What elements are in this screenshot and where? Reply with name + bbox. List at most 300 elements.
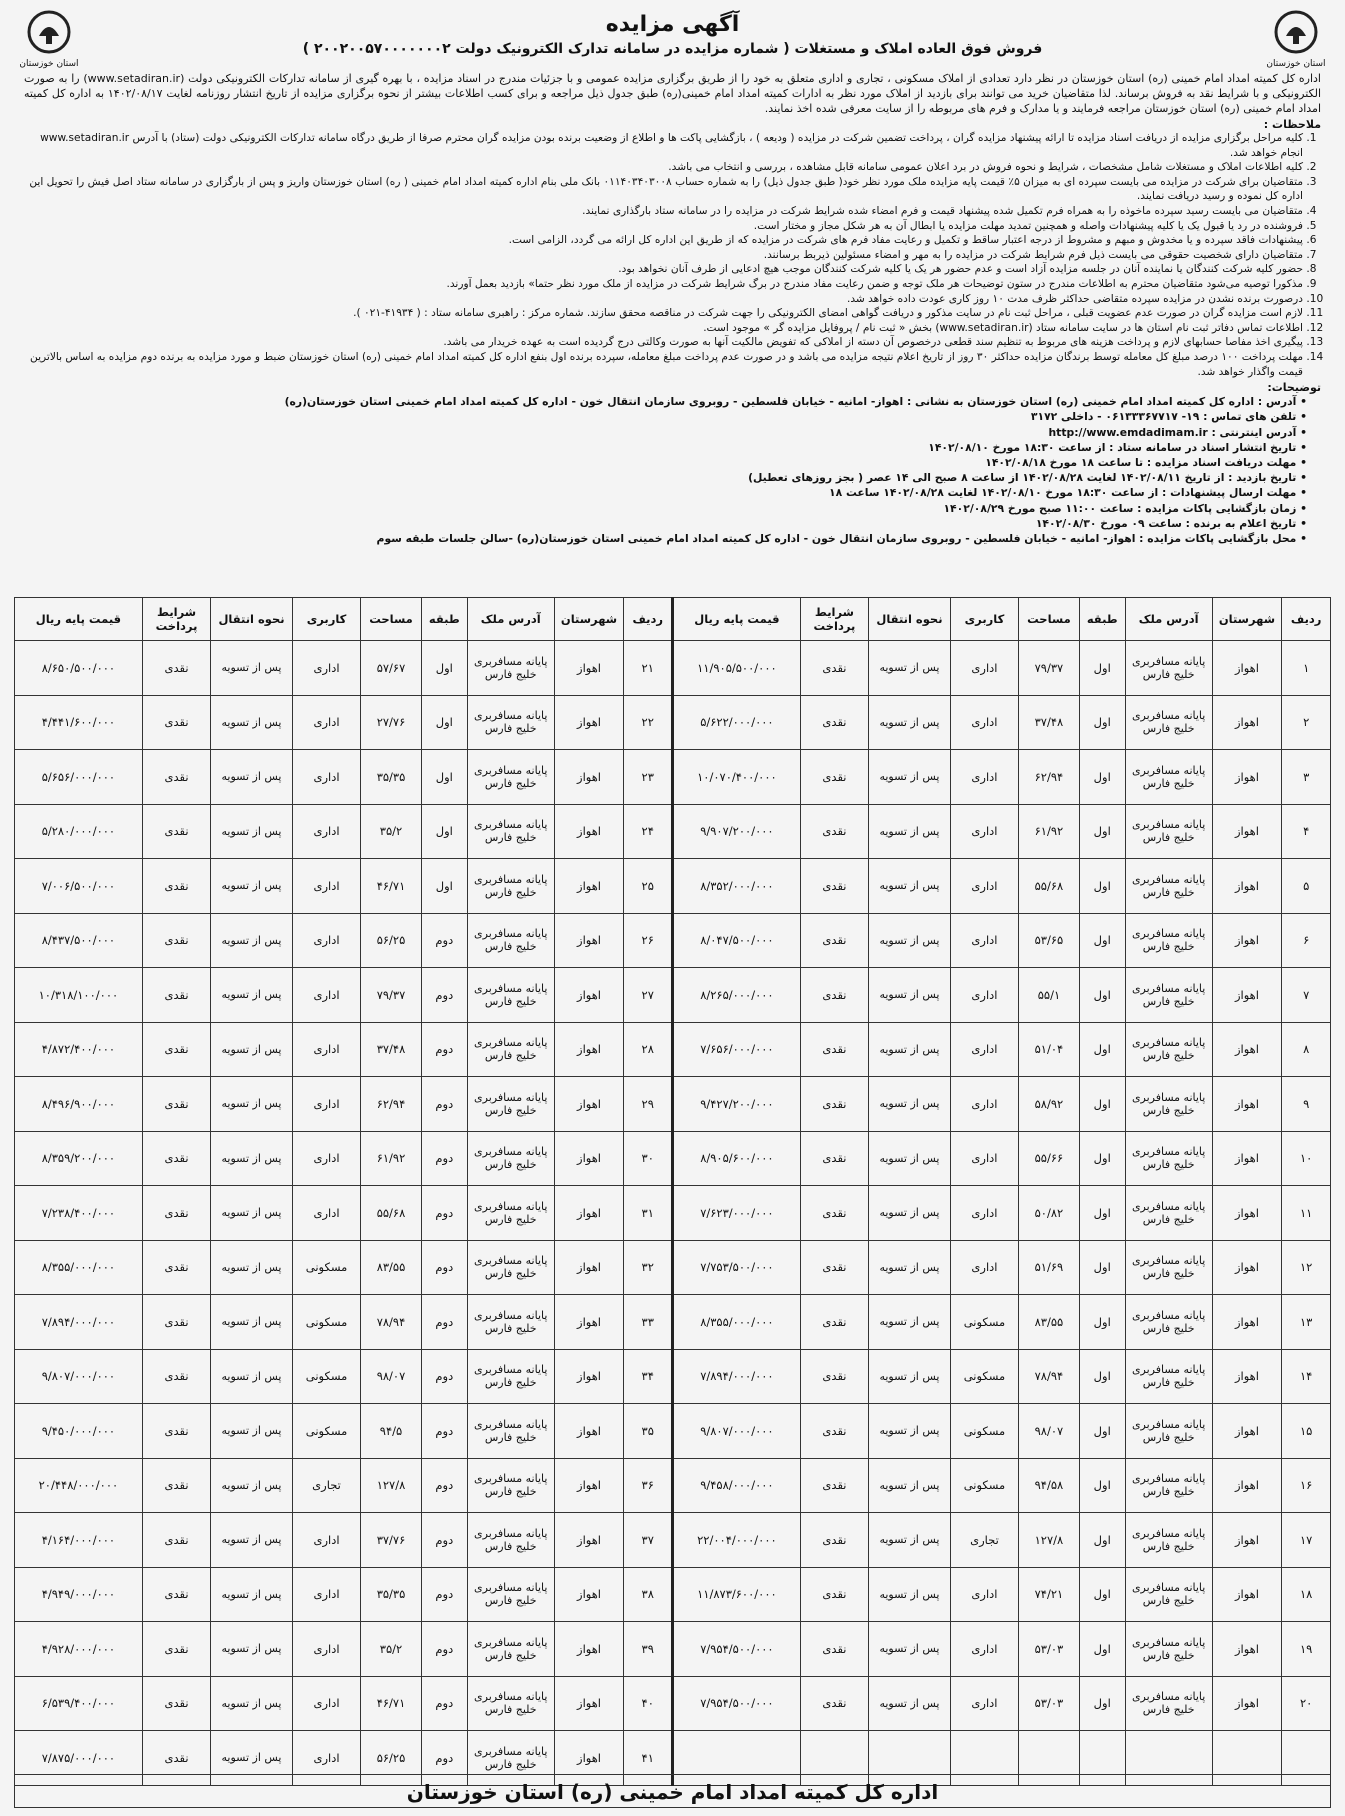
notes-list — [24, 131, 1321, 379]
table-cell: ۱۱ — [1282, 1186, 1331, 1241]
table-cell: ۳۲ — [624, 1240, 673, 1295]
table-cell: ۷/۷۵۳/۵۰۰/۰۰۰ — [673, 1240, 801, 1295]
table-cell: ۳۵/۲ — [361, 1622, 422, 1677]
table-cell: اداری — [950, 1240, 1018, 1295]
table-cell: اهواز — [1212, 641, 1282, 696]
table-row — [15, 1676, 1331, 1731]
column-header: ردیف — [1282, 598, 1331, 641]
table-cell: ۸/۳۵۲/۰۰۰/۰۰۰ — [673, 859, 801, 914]
table-cell: ۲۸ — [624, 1022, 673, 1077]
table-cell: نقدی — [800, 1240, 868, 1295]
table-cell: ۷/۶۲۳/۰۰۰/۰۰۰ — [673, 1186, 801, 1241]
table-cell: اداری — [292, 968, 360, 1023]
table-cell: ۱ — [1282, 641, 1331, 696]
table-cell: پایانه مسافربری خلیج فارس — [467, 1567, 554, 1622]
table-cell: ۷/۹۵۴/۵۰۰/۰۰۰ — [673, 1676, 801, 1731]
table-cell: دوم — [421, 1567, 467, 1622]
table-cell: ۷/۸۹۴/۰۰۰/۰۰۰ — [673, 1349, 801, 1404]
table-cell: ۳۷ — [624, 1513, 673, 1568]
column-header: شرایط پرداخت — [142, 598, 210, 641]
table-cell: نقدی — [800, 1349, 868, 1404]
table-cell: ۴ — [1282, 804, 1331, 859]
table-cell: اداری — [292, 1186, 360, 1241]
table-cell: اداری — [950, 1186, 1018, 1241]
table-cell: اول — [1079, 1240, 1125, 1295]
table-cell: اهواز — [1212, 1295, 1282, 1350]
table-cell: پس از تسویه — [211, 1295, 293, 1350]
table-cell: ۴/۹۴۹/۰۰۰/۰۰۰ — [15, 1567, 143, 1622]
table-cell: ۳۵ — [624, 1404, 673, 1459]
info-item: • محل بازگشایی پاکات مزایده : اهواز- امانیه - خیابان فلسطین - روبروی سازمان انتقال خون - اداره کل کمیته امداد امام خمینی استان خوزستان(ره) -سالن جلسات طبقه سوم — [24, 531, 1307, 546]
table-cell: اول — [1079, 641, 1125, 696]
table-cell: اداری — [292, 1077, 360, 1132]
table-cell: ۱۹ — [1282, 1622, 1331, 1677]
table-cell: ۹/۸۰۷/۰۰۰/۰۰۰ — [15, 1349, 143, 1404]
table-cell: ۳۵/۳۵ — [361, 750, 422, 805]
table-row — [15, 1131, 1331, 1186]
note-item: 6. پیشنهادات فاقد سپرده و یا مخدوش و مبهم و مشروط از درجه اعتبار ساقط و تکمیل و رعایت مفاد فرم های شرکت در مزایده که از طریق این اداره کل ارائه می گردد، الزامی است. — [24, 233, 1303, 248]
table-row — [15, 859, 1331, 914]
table-cell: اداری — [950, 641, 1018, 696]
table-row — [15, 1404, 1331, 1459]
table-cell: نقدی — [800, 1458, 868, 1513]
table-cell: اهواز — [1212, 1567, 1282, 1622]
table-cell: پایانه مسافربری خلیج فارس — [1125, 1295, 1212, 1350]
table-cell: پس از تسویه — [211, 1186, 293, 1241]
table-cell: پایانه مسافربری خلیج فارس — [467, 1077, 554, 1132]
table-cell: پایانه مسافربری خلیج فارس — [1125, 1458, 1212, 1513]
table-cell: اهواز — [554, 1131, 624, 1186]
column-header: کاربری — [292, 598, 360, 641]
table-cell: نقدی — [800, 1295, 868, 1350]
table-cell: پس از تسویه — [869, 1458, 951, 1513]
table-cell: اهواز — [1212, 1513, 1282, 1568]
table-cell: ۵۱/۶۹ — [1019, 1240, 1080, 1295]
table-row — [15, 968, 1331, 1023]
info-item: • تاریخ بازدید : از تاریخ ۱۴۰۲/۰۸/۱۱ لغایت ۱۴۰۲/۰۸/۲۸ از ساعت ۸ صبح الی ۱۴ عصر ( بجز روزهای تعطیل) — [24, 470, 1307, 485]
table-cell: ۵/۶۲۲/۰۰۰/۰۰۰ — [673, 695, 801, 750]
table-cell: اداری — [950, 750, 1018, 805]
table-cell: اهواز — [554, 968, 624, 1023]
table-cell: دوم — [421, 1731, 467, 1786]
table-cell: ۸/۹۰۵/۶۰۰/۰۰۰ — [673, 1131, 801, 1186]
table-row — [15, 1513, 1331, 1568]
table-cell: ۱۸ — [1282, 1567, 1331, 1622]
table-cell: ۱۱/۸۷۳/۶۰۰/۰۰۰ — [673, 1567, 801, 1622]
table-header-row — [15, 598, 1331, 641]
table-cell: اهواز — [554, 1022, 624, 1077]
table-cell: پس از تسویه — [211, 1458, 293, 1513]
table-cell: ۴۰ — [624, 1676, 673, 1731]
note-item: 9. مذکورا توصیه می‌شود متقاضیان محترم به اطلاعات مندرج در ستون توضیحات هر ملک توجه و ضمن رعایت مفاد مندرج در برگ شرایط شرکت در مزایده از ملک مورد نظر حتما» بازدید بعمل آورند. — [24, 277, 1303, 292]
table-cell: پایانه مسافربری خلیج فارس — [467, 1295, 554, 1350]
table-cell: پایانه مسافربری خلیج فارس — [1125, 695, 1212, 750]
note-item: 1. کلیه مراحل برگزاری مزایده از دریافت اسناد مزایده تا ارائه پیشنهاد مزایده گران ، پرداخت تضمین شرکت در مزایده ( ودیعه ) ، بازگشایی پاکت ها و اطلاع از وضعیت برنده بودن مزایده گران محترم صرفا از طریق درگاه سامانه تدارکات الکترونیکی دولت (ستاد) با آدرس www.setadiran.ir انجام خواهد شد. — [24, 131, 1303, 160]
table-cell: ۹/۴۲۷/۲۰۰/۰۰۰ — [673, 1077, 801, 1132]
table-row — [15, 1349, 1331, 1404]
table-cell: پس از تسویه — [869, 641, 951, 696]
table-cell: ۸/۰۴۷/۵۰۰/۰۰۰ — [673, 913, 801, 968]
note-item: 8. حضور کلیه شرکت کنندگان یا نماینده آنان در جلسه مزایده آزاد است و عدم حضور هر یک یا کلیه شرکت کنندگان موجب هیچ ادعایی از طرف آنان نخواهد بود. — [24, 262, 1303, 277]
table-cell: نقدی — [800, 859, 868, 914]
table-cell: پس از تسویه — [211, 968, 293, 1023]
table-row — [15, 1240, 1331, 1295]
table-cell: پس از تسویه — [869, 913, 951, 968]
table-cell: ۴۶/۷۱ — [361, 859, 422, 914]
table-cell: پس از تسویه — [211, 750, 293, 805]
table-cell: اداری — [950, 1567, 1018, 1622]
table-cell: ۹۸/۰۷ — [1019, 1404, 1080, 1459]
table-cell: ۷/۸۹۴/۰۰۰/۰۰۰ — [15, 1295, 143, 1350]
table-cell: نقدی — [142, 1731, 210, 1786]
table-cell: پایانه مسافربری خلیج فارس — [1125, 1349, 1212, 1404]
table-cell: دوم — [421, 1077, 467, 1132]
info-heading: توضیحات: — [1267, 381, 1321, 395]
column-header: شهرستان — [1212, 598, 1282, 641]
table-cell: ۱۲۷/۸ — [1019, 1513, 1080, 1568]
table-cell: پس از تسویه — [869, 968, 951, 1023]
table-row — [15, 1622, 1331, 1677]
table-cell: پس از تسویه — [869, 1622, 951, 1677]
table-cell: نقدی — [800, 804, 868, 859]
table-cell: اداری — [292, 641, 360, 696]
table-cell: پس از تسویه — [869, 750, 951, 805]
table-cell: پس از تسویه — [211, 641, 293, 696]
table-cell: اول — [1079, 750, 1125, 805]
table-cell: پایانه مسافربری خلیج فارس — [1125, 641, 1212, 696]
info-item: • تلفن های تماس : ۱۹- ۰۶۱۳۳۳۶۷۷۱۷ - داخلی ۳۱۷۲ — [24, 409, 1307, 424]
table-cell: اول — [1079, 1131, 1125, 1186]
table-cell: پس از تسویه — [869, 695, 951, 750]
table-cell: ۹/۹۰۷/۲۰۰/۰۰۰ — [673, 804, 801, 859]
column-header: مساحت — [1019, 598, 1080, 641]
table-cell: اهواز — [1212, 968, 1282, 1023]
column-header: مساحت — [361, 598, 422, 641]
table-cell: پایانه مسافربری خلیج فارس — [1125, 968, 1212, 1023]
table-cell: دوم — [421, 968, 467, 1023]
table-cell: ۵۳/۶۵ — [1019, 913, 1080, 968]
table-cell: ۷۴/۲۱ — [1019, 1567, 1080, 1622]
table-cell: ۲۲ — [624, 695, 673, 750]
table-cell: ۱۳ — [1282, 1295, 1331, 1350]
table-cell: نقدی — [142, 1513, 210, 1568]
table-cell: اهواز — [554, 750, 624, 805]
table-cell: اهواز — [554, 1567, 624, 1622]
table-cell: ۷ — [1282, 968, 1331, 1023]
table-cell: پس از تسویه — [211, 1622, 293, 1677]
table-cell: دوم — [421, 1240, 467, 1295]
table-cell: ۳۹ — [624, 1622, 673, 1677]
logo-caption: استان خوزستان — [19, 59, 79, 69]
table-cell: اداری — [950, 1622, 1018, 1677]
table-row — [15, 1458, 1331, 1513]
table-row — [15, 1077, 1331, 1132]
note-item: 11. لازم است مزایده گران در صورت عدم عضویت قبلی ، مراحل ثبت نام در سایت مذکور و دریافت گواهی امضای الکترونیکی را جهت شرکت در مناقصه محقق سازند. شماره مرکز : راهبری سامانه ستاد : ( ۴۱۹۳۴-۰۲۱ ). — [24, 306, 1303, 321]
table-cell: ۹۸/۰۷ — [361, 1349, 422, 1404]
table-cell: ۱۲۷/۸ — [361, 1458, 422, 1513]
info-item: • مهلت دریافت اسناد مزایده : تا ساعت ۱۸ مورخ ۱۴۰۲/۰۸/۱۸ — [24, 455, 1307, 470]
table-cell: اداری — [950, 1077, 1018, 1132]
table-cell: اهواز — [1212, 1131, 1282, 1186]
table-cell: پس از تسویه — [211, 1513, 293, 1568]
table-cell: پایانه مسافربری خلیج فارس — [467, 1131, 554, 1186]
table-cell: ۲۵ — [624, 859, 673, 914]
table-cell: ۷/۶۵۶/۰۰۰/۰۰۰ — [673, 1022, 801, 1077]
table-cell: نقدی — [800, 1186, 868, 1241]
table-cell: نقدی — [142, 1567, 210, 1622]
column-header: آدرس ملک — [1125, 598, 1212, 641]
table-cell: ۵ — [1282, 859, 1331, 914]
table-cell: اهواز — [1212, 1404, 1282, 1459]
table-cell: اداری — [950, 1676, 1018, 1731]
table-cell: ۴۶/۷۱ — [361, 1676, 422, 1731]
table-cell: ۴/۴۴۱/۶۰۰/۰۰۰ — [15, 695, 143, 750]
table-cell: اهواز — [554, 1077, 624, 1132]
table-cell: ۳۷/۷۶ — [361, 1513, 422, 1568]
table-cell: پس از تسویه — [211, 1131, 293, 1186]
table-cell: پایانه مسافربری خلیج فارس — [1125, 1022, 1212, 1077]
table-cell: نقدی — [800, 968, 868, 1023]
table-cell: اداری — [950, 913, 1018, 968]
table-cell: پس از تسویه — [869, 1077, 951, 1132]
table-cell: اول — [1079, 1567, 1125, 1622]
table-cell: ۷/۲۳۸/۴۰۰/۰۰۰ — [15, 1186, 143, 1241]
table-cell: پس از تسویه — [211, 1404, 293, 1459]
column-header: قیمت پایه ریال — [673, 598, 801, 641]
table-cell: ۶۱/۹۲ — [361, 1131, 422, 1186]
table-cell: ۲۰ — [1282, 1676, 1331, 1731]
table-cell: پایانه مسافربری خلیج فارس — [467, 859, 554, 914]
table-cell: اهواز — [1212, 1458, 1282, 1513]
table-cell: اول — [421, 859, 467, 914]
table-row — [15, 1186, 1331, 1241]
table-cell: ۵۵/۶۸ — [361, 1186, 422, 1241]
table-row — [15, 695, 1331, 750]
column-header: آدرس ملک — [467, 598, 554, 641]
table-cell: پایانه مسافربری خلیج فارس — [1125, 1567, 1212, 1622]
table-cell: اول — [1079, 859, 1125, 914]
table-cell: ۷۹/۳۷ — [361, 968, 422, 1023]
table-cell: پایانه مسافربری خلیج فارس — [1125, 804, 1212, 859]
table-cell: ۲۶ — [624, 913, 673, 968]
table-cell: نقدی — [142, 1077, 210, 1132]
table-cell: اداری — [292, 859, 360, 914]
table-cell: پس از تسویه — [211, 1022, 293, 1077]
table-cell: ۲۹ — [624, 1077, 673, 1132]
table-cell: پایانه مسافربری خلیج فارس — [467, 1622, 554, 1677]
table-cell: نقدی — [142, 1458, 210, 1513]
table-cell: پایانه مسافربری خلیج فارس — [467, 1349, 554, 1404]
table-cell: ۸۳/۵۵ — [361, 1240, 422, 1295]
table-cell: پایانه مسافربری خلیج فارس — [1125, 1404, 1212, 1459]
table-cell: ۲۳ — [624, 750, 673, 805]
table-cell: ۳۶ — [624, 1458, 673, 1513]
table-cell: اداری — [950, 1022, 1018, 1077]
table-cell: نقدی — [142, 1404, 210, 1459]
table-cell: ۸/۳۵۵/۰۰۰/۰۰۰ — [673, 1295, 801, 1350]
table-cell: اول — [1079, 804, 1125, 859]
table-cell: ۶۲/۹۴ — [361, 1077, 422, 1132]
table-cell: تجاری — [292, 1458, 360, 1513]
table-cell: اداری — [292, 1731, 360, 1786]
table-cell: نقدی — [800, 1404, 868, 1459]
table-cell: نقدی — [142, 750, 210, 805]
info-item: • مهلت ارسال پیشنهادات : از ساعت ۱۸:۳۰ مورخ ۱۴۰۲/۰۸/۱۰ لغایت ۱۴۰۲/۰۸/۲۸ ساعت ۱۸ — [24, 485, 1307, 500]
table-cell: اهواز — [1212, 1676, 1282, 1731]
table-row — [15, 1022, 1331, 1077]
table-cell: اول — [421, 695, 467, 750]
table-cell: ۳۱ — [624, 1186, 673, 1241]
table-cell: ۵/۶۵۶/۰۰۰/۰۰۰ — [15, 750, 143, 805]
table-cell: ۹/۴۵۰/۰۰۰/۰۰۰ — [15, 1404, 143, 1459]
table-cell: ۳۷/۴۸ — [1019, 695, 1080, 750]
table-cell: نقدی — [800, 695, 868, 750]
table-cell: اداری — [292, 1676, 360, 1731]
info-item: • آدرس اینترنتی : http://www.emdadimam.ir — [24, 425, 1307, 440]
column-header: نحوه انتقال — [211, 598, 293, 641]
table-cell: ۱۶ — [1282, 1458, 1331, 1513]
table-cell: دوم — [421, 1022, 467, 1077]
emdad-logo-right — [1261, 10, 1331, 70]
table-cell: پایانه مسافربری خلیج فارس — [1125, 1622, 1212, 1677]
table-cell: اول — [1079, 1295, 1125, 1350]
table-cell: ۹۴/۵ — [361, 1404, 422, 1459]
table-row — [15, 913, 1331, 968]
table-cell: دوم — [421, 1513, 467, 1568]
table-cell: اول — [421, 750, 467, 805]
table-cell: اداری — [292, 804, 360, 859]
table-cell: ۳۳ — [624, 1295, 673, 1350]
table-cell: نقدی — [142, 859, 210, 914]
table-cell: دوم — [421, 1404, 467, 1459]
table-cell: اول — [421, 804, 467, 859]
table-cell: پس از تسویه — [211, 1077, 293, 1132]
table-cell: اهواز — [554, 1349, 624, 1404]
table-cell: اول — [1079, 695, 1125, 750]
table-cell: ۶ — [1282, 913, 1331, 968]
table-cell: ۳۸ — [624, 1567, 673, 1622]
table-cell: ۸/۳۵۹/۲۰۰/۰۰۰ — [15, 1131, 143, 1186]
table-cell: ۵۵/۶۸ — [1019, 859, 1080, 914]
table-cell: نقدی — [142, 1131, 210, 1186]
logo-caption: استان خوزستان — [1266, 59, 1326, 69]
emdad-emblem-icon — [27, 10, 71, 54]
table-cell: ۱۰/۰۷۰/۴۰۰/۰۰۰ — [673, 750, 801, 805]
table-cell: پایانه مسافربری خلیج فارس — [1125, 750, 1212, 805]
note-item: 14. مهلت پرداخت ۱۰۰ درصد مبلغ کل معامله توسط برندگان مزایده حداکثر ۳۰ روز از تاریخ اعلام نتیجه مزایده می باشد و در صورت عدم پرداخت مبلغ معامله، سپرده برنده اول بنفع اداره کل کمیته امداد امام خمینی (ره) استان خوزستان ضبط و مورد مزایده به برنده دوم مزایده به اساس بالاترین قیمت واگذار خواهد شد. — [24, 350, 1303, 379]
table-cell: ۴۱ — [624, 1731, 673, 1786]
table-cell: ۱۱/۹۰۵/۵۰۰/۰۰۰ — [673, 641, 801, 696]
table-cell: پس از تسویه — [211, 859, 293, 914]
table-cell: ۳۵/۲ — [361, 804, 422, 859]
emdad-logo-left — [14, 10, 84, 70]
table-cell: نقدی — [800, 1567, 868, 1622]
table-cell: ۲۱ — [624, 641, 673, 696]
table-cell: پس از تسویه — [869, 1349, 951, 1404]
table-row — [15, 641, 1331, 696]
table-cell: نقدی — [800, 1676, 868, 1731]
table-cell: پایانه مسافربری خلیج فارس — [467, 1676, 554, 1731]
note-item: 5. فروشنده در رد یا قبول یک یا کلیه پیشنهادات واصله و همچنین تمدید مهلت مزایده یا ابطال آن به هر شکل مجاز و مختار است. — [24, 219, 1303, 234]
table-cell: دوم — [421, 1186, 467, 1241]
table-cell: اهواز — [554, 1240, 624, 1295]
table-cell: پایانه مسافربری خلیج فارس — [1125, 1077, 1212, 1132]
table-cell: اول — [1079, 1458, 1125, 1513]
table-cell: ۸/۶۵۰/۵۰۰/۰۰۰ — [15, 641, 143, 696]
table-cell: ۵۸/۹۲ — [1019, 1077, 1080, 1132]
table-cell: ۵۶/۲۵ — [361, 913, 422, 968]
column-header: نحوه انتقال — [869, 598, 951, 641]
intro-paragraph: اداره کل کمیته امداد امام خمینی (ره) استان خوزستان در نظر دارد تعدادی از املاک مسکونی ، تجاری و اداری متعلق به خود را از طریق برگزاری مزایده عمومی و با جزئیات مندرج در اسناد مزایده ، با بهره گیری از سامانه تدارکات الکترونیکی دولت (www.setadiran.ir) را به صورت الکترونیکی و با شرایط نقد به فروش برساند. لذا متقاضیان خرید می توانند برای بازدید از املاک مورد نظر به ادارات کمیته امداد امام خمینی(ره) طبق جدول ذیل مراجعه و برای کسب اطلاعات بیشتر از نحوه برگزاری مزایده از تاریخ انتشار روزنامه لغایت ۱۴۰۲/۰۸/۱۷ به اداره کل کمیته امداد امام خمینی (ره) استان خوزستان مراجعه فرمایند و یا مدارک و فرم های مربوطه را از سایت معرفی شده اخذ نمایند. — [24, 72, 1322, 115]
table-cell: پایانه مسافربری خلیج فارس — [467, 641, 554, 696]
table-cell: ۸ — [1282, 1022, 1331, 1077]
table-cell: دوم — [421, 1622, 467, 1677]
table-cell: نقدی — [800, 1077, 868, 1132]
table-cell: ۵۱/۰۴ — [1019, 1022, 1080, 1077]
table-cell: ۵۳/۰۳ — [1019, 1622, 1080, 1677]
table-cell: اداری — [292, 1513, 360, 1568]
table-cell: اهواز — [554, 1513, 624, 1568]
table-cell: پایانه مسافربری خلیج فارس — [467, 804, 554, 859]
table-cell: پایانه مسافربری خلیج فارس — [467, 1731, 554, 1786]
table-cell: ۴/۱۶۴/۰۰۰/۰۰۰ — [15, 1513, 143, 1568]
table-cell: پس از تسویه — [869, 804, 951, 859]
table-cell: ۲۲/۰۰۴/۰۰۰/۰۰۰ — [673, 1513, 801, 1568]
table-cell: ۷/۰۰۶/۵۰۰/۰۰۰ — [15, 859, 143, 914]
table-cell: پس از تسویه — [211, 695, 293, 750]
table-row — [15, 1567, 1331, 1622]
table-cell: پس از تسویه — [869, 859, 951, 914]
table-cell: ۷/۸۷۵/۰۰۰/۰۰۰ — [15, 1731, 143, 1786]
table-cell: ۲ — [1282, 695, 1331, 750]
info-list — [24, 394, 1321, 546]
table-cell: پس از تسویه — [869, 1186, 951, 1241]
table-cell: اهواز — [1212, 1186, 1282, 1241]
table-cell: پس از تسویه — [211, 1567, 293, 1622]
table-cell: اهواز — [554, 1676, 624, 1731]
table-cell: پایانه مسافربری خلیج فارس — [467, 1458, 554, 1513]
table-cell: پایانه مسافربری خلیج فارس — [467, 1404, 554, 1459]
table-cell: ۵/۲۸۰/۰۰۰/۰۰۰ — [15, 804, 143, 859]
table-cell: نقدی — [800, 750, 868, 805]
table-cell: ۹/۸۰۷/۰۰۰/۰۰۰ — [673, 1404, 801, 1459]
table-cell: نقدی — [800, 913, 868, 968]
table-cell: اداری — [292, 1022, 360, 1077]
table-cell: نقدی — [800, 641, 868, 696]
emdad-emblem-icon — [1274, 10, 1318, 54]
table-cell: پایانه مسافربری خلیج فارس — [467, 968, 554, 1023]
table-cell: ۹/۴۵۸/۰۰۰/۰۰۰ — [673, 1458, 801, 1513]
table-cell: پس از تسویه — [211, 1676, 293, 1731]
table-cell: اول — [1079, 968, 1125, 1023]
table-cell: اداری — [292, 913, 360, 968]
table-body — [15, 641, 1331, 1786]
table-cell: مسکونی — [950, 1404, 1018, 1459]
table-cell: پایانه مسافربری خلیج فارس — [1125, 1676, 1212, 1731]
table-cell: نقدی — [142, 1186, 210, 1241]
table-cell: اول — [1079, 913, 1125, 968]
note-item: 7. متقاضیان دارای شخصیت حقوقی می بایست ذیل فرم شرایط شرکت در مزایده را به مهر و امضاء مسئولین ذیربط برسانند. — [24, 248, 1303, 263]
table-cell: ۹۴/۵۸ — [1019, 1458, 1080, 1513]
table-cell: اهواز — [1212, 859, 1282, 914]
table-cell: پس از تسویه — [869, 1404, 951, 1459]
table-cell: اهواز — [1212, 750, 1282, 805]
table-cell: نقدی — [142, 913, 210, 968]
table-cell: اداری — [292, 1131, 360, 1186]
table-cell: نقدی — [142, 804, 210, 859]
table-cell: پس از تسویه — [869, 1676, 951, 1731]
table-cell: ۱۵ — [1282, 1404, 1331, 1459]
